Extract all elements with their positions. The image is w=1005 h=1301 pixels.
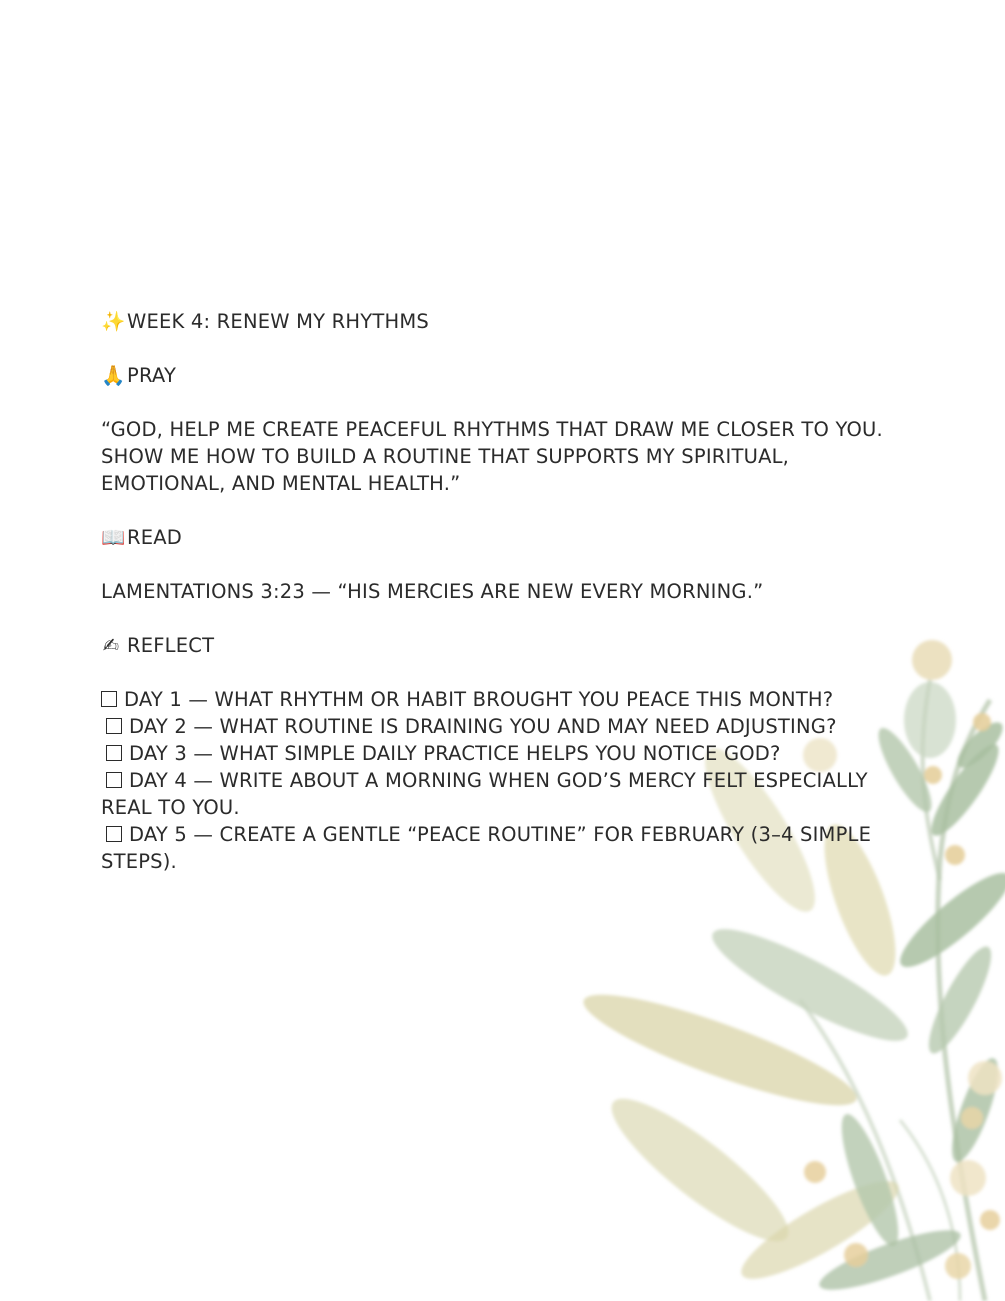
checkbox-icon[interactable] (106, 718, 122, 734)
week-title: WEEK 4: RENEW MY RHYTHMS (127, 310, 429, 333)
praying-hands-icon: 🙏 (101, 364, 126, 387)
checkbox-icon[interactable] (106, 826, 122, 842)
checkbox-icon[interactable] (106, 745, 122, 761)
reflection-prompt: DAY 1 — WHAT RHYTHM OR HABIT BROUGHT YOU PEACE THIS MONTH? (124, 688, 834, 711)
reflection-prompt: DAY 5 — CREATE A GENTLE “PEACE ROUTINE” FOR FEBRUARY (3–4 SIMPLE STEPS). (101, 823, 872, 873)
reflection-checklist (101, 686, 891, 875)
reflection-prompt: DAY 2 — WHAT ROUTINE IS DRAINING YOU AND MAY NEED ADJUSTING? (129, 715, 837, 738)
reflection-item[interactable] (101, 740, 891, 767)
sparkles-icon: ✨ (101, 310, 126, 333)
reflect-heading-line (101, 632, 891, 659)
read-heading: READ (127, 526, 183, 549)
pray-heading-line (101, 362, 891, 389)
read-heading-line (101, 524, 891, 551)
checkbox-icon[interactable] (106, 772, 122, 788)
reflection-prompt: DAY 3 — WHAT SIMPLE DAILY PRACTICE HELPS YOU NOTICE GOD? (129, 742, 781, 765)
reflection-item[interactable] (101, 686, 891, 713)
scripture-text: LAMENTATIONS 3:23 — “HIS MERCIES ARE NEW EVERY MORNING.” (101, 580, 764, 603)
checkbox-icon[interactable] (101, 691, 117, 707)
reflect-heading: REFLECT (127, 634, 215, 657)
prayer-text: “GOD, HELP ME CREATE PEACEFUL RHYTHMS THAT DRAW ME CLOSER TO YOU. SHOW ME HOW TO BUILD A ROUTINE THAT SUPPORTS MY SPIRITUAL, EMOTIONAL, AND MENTAL HEALTH.” (101, 418, 883, 495)
reflection-item[interactable] (101, 821, 891, 875)
open-book-icon: 📖 (101, 526, 126, 549)
writing-hand-icon: ✍ (102, 634, 120, 657)
reflection-item[interactable] (101, 767, 891, 821)
week-title-line (101, 308, 891, 335)
reflection-prompt: DAY 4 — WRITE ABOUT A MORNING WHEN GOD’S MERCY FELT ESPECIALLY REAL TO YOU. (101, 769, 868, 819)
devotional-content (101, 308, 891, 875)
pray-heading: PRAY (127, 364, 177, 387)
reflection-item[interactable] (101, 713, 891, 740)
